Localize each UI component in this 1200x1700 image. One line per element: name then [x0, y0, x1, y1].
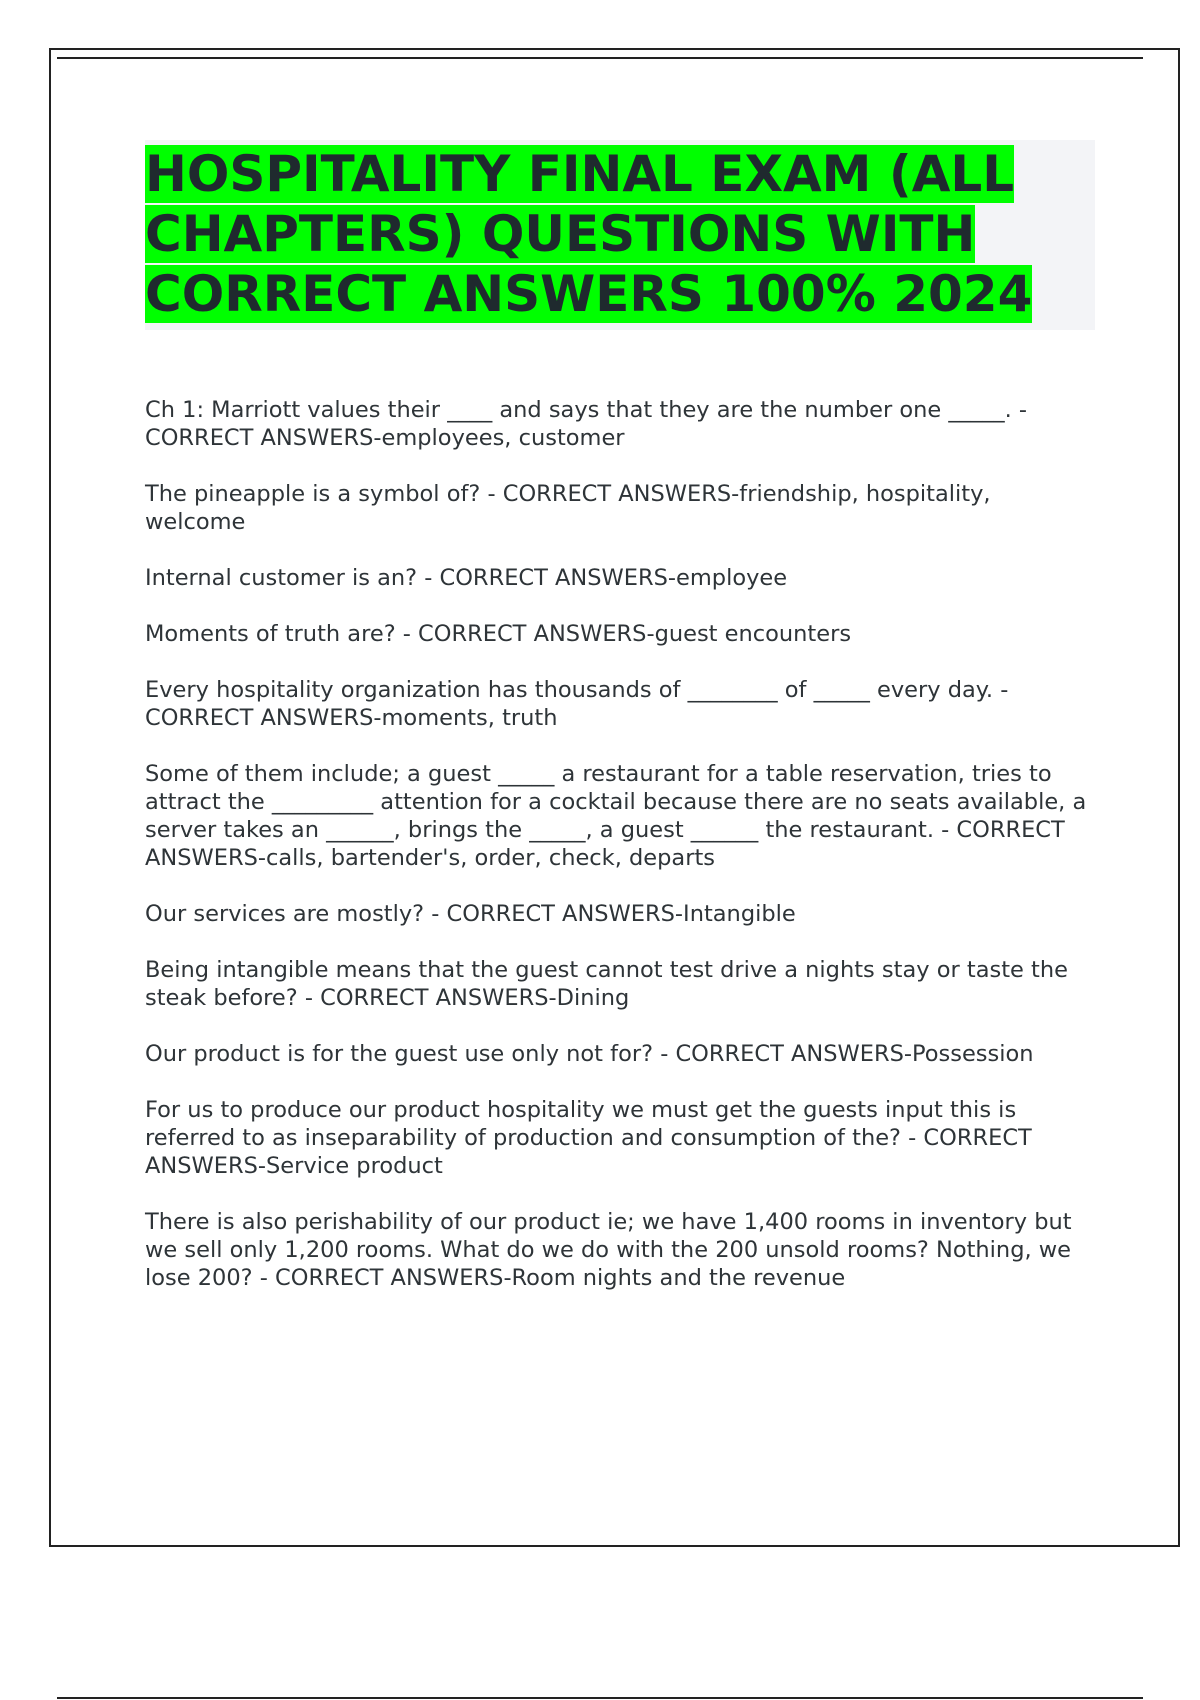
bottom-rule: [57, 1697, 1143, 1699]
qa-item: Moments of truth are? - CORRECT ANSWERS-guest encounters: [145, 621, 852, 647]
qa-item: Ch 1: Marriott values their ____ and says that they are the number one _____. - CORRECT ANSWERS-employees, customer: [145, 397, 1028, 451]
title-highlight: HOSPITALITY FINAL EXAM (ALL CHAPTERS) QUESTIONS WITH CORRECT ANSWERS 100% 2024: [145, 145, 1033, 323]
qa-item: The pineapple is a symbol of? - CORRECT ANSWERS-friendship, hospitality, welcome: [145, 481, 991, 535]
qa-item: For us to produce our product hospitality we must get the guests input this is referred to as inseparability of production and consumption of the? - CORRECT ANSWERS-Service product: [145, 1097, 1032, 1179]
document-body: [145, 140, 1095, 1320]
qa-item: Our services are mostly? - CORRECT ANSWERS-Intangible: [145, 901, 796, 927]
qa-item: Internal customer is an? - CORRECT ANSWERS-employee: [145, 565, 788, 591]
qa-item: Our product is for the guest use only not for? - CORRECT ANSWERS-Possession: [145, 1041, 1034, 1067]
top-rule: [57, 57, 1143, 59]
document-title: [145, 144, 1095, 324]
title-block: [145, 140, 1095, 330]
qa-item: Every hospitality organization has thousands of ________ of _____ every day. - CORRECT ANSWERS-moments, truth: [145, 677, 1009, 731]
qa-item: Being intangible means that the guest cannot test drive a nights stay or taste the steak before? - CORRECT ANSWERS-Dining: [145, 957, 1068, 1011]
qa-item: Some of them include; a guest _____ a restaurant for a table reservation, tries to attract the _________ attention for a cocktail because there are no seats available, a server takes an ______, brings the _____, a guest ______ the restaurant. - CORRECT ANSWERS-calls, bartender's, order, check, departs: [145, 761, 1087, 871]
qa-item: There is also perishability of our product ie; we have 1,400 rooms in inventory but we sell only 1,200 rooms. What do we do with the 200 unsold rooms? Nothing, we lose 200? - CORRECT ANSWERS-Room nights and the revenue: [145, 1209, 1072, 1291]
question-list: [145, 396, 1095, 1292]
